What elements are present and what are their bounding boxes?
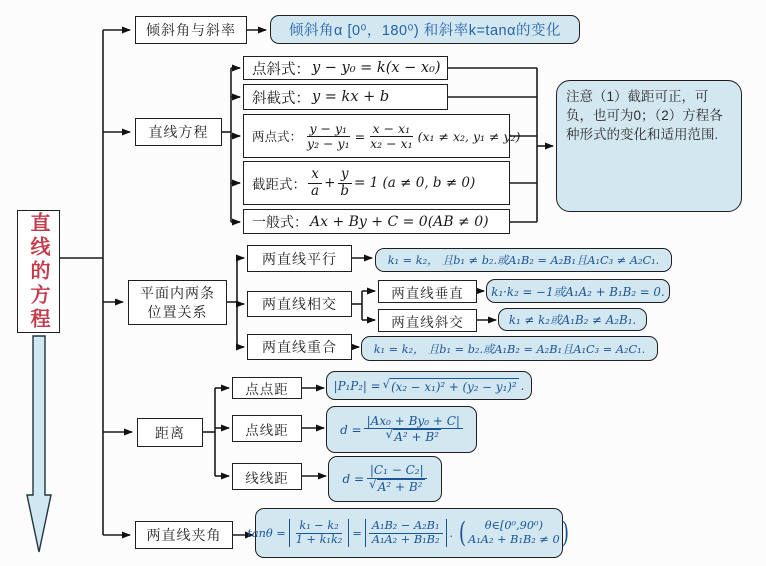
perpendicular-formula: k₁·k₂ = −1或A₁A₂ + B₁B₂ = 0. <box>491 284 665 299</box>
form-point-slope-label: 点斜式： <box>252 61 310 78</box>
result-oblique <box>498 308 647 331</box>
node-perpendicular <box>378 280 477 303</box>
node-line-equation-label: 直线方程 <box>148 124 209 140</box>
line-line-formula: d = |C₁ − C₂| √ A² + B² <box>342 464 427 494</box>
node-line-line <box>232 463 302 490</box>
angle-label: 两直线夹角 <box>146 527 222 543</box>
node-form-two-point <box>243 114 521 158</box>
result-line-line <box>328 456 442 502</box>
coincide-formula: k₁ = k₂， 且b₁ = b₂.或A₁B₂ = A₂B₁且A₁C₃ = A₂C₁. <box>373 342 646 356</box>
node-point-line <box>232 415 302 442</box>
result-parallel <box>375 248 672 272</box>
distance-label: 距离 <box>155 424 185 441</box>
form-slope-intercept-formula: y = kx + b <box>312 89 390 105</box>
form-general-label: 一般式： <box>252 213 308 230</box>
parallel-formula: k₁ = k₂， 且b₁ ≠ b₂.或A₁B₂ = A₂B₁且A₁C₃ ≠ A₂C₁. <box>387 254 660 267</box>
form-two-point-label: 两点式： <box>252 130 303 144</box>
node-coincide <box>247 334 352 360</box>
flow-arrow-down-icon <box>27 336 51 552</box>
node-tilt-slope-label: 倾斜角与斜率 <box>146 22 236 38</box>
node-angle <box>135 521 233 549</box>
position-label-line1: 平面内两条 <box>140 285 215 302</box>
form-point-slope-formula: y − y₀ = k(x − x₀) <box>312 60 441 76</box>
coincide-label: 两直线重合 <box>262 339 337 355</box>
result-coincide <box>361 336 658 361</box>
point-point-formula: |P₁P₂| = √ (x₂ − x₁)² + (y₂ − y₁)² . <box>333 376 525 394</box>
node-oblique <box>378 309 477 332</box>
node-form-general <box>243 209 510 234</box>
node-line-equation <box>135 118 222 146</box>
node-point-point <box>232 377 302 399</box>
form-slope-intercept-label: 斜截式： <box>252 90 310 107</box>
angle-formula: tanθ = $\frac{\text{k₁ − k₂}}{\text{1 + k₁k₂}}$ = $\frac{\text{A₁B₂ − A₂B₁}}{\text{A₁A₂ + B₁B₂}}$ . ( θ∈[0⁰,90⁰) A₁A₂ + B₁B₂ ≠ 0 ) <box>247 516 569 550</box>
form-intercept-formula: $\frac{x}{a}$ + $\frac{y}{b}$ = 1 (a ≠ 0, b ≠ 0) <box>308 167 475 198</box>
node-root <box>17 210 60 333</box>
result-tilt-slope-text: 倾斜角α [0⁰，180⁰) 和斜率k=tanα的变化 <box>289 23 561 39</box>
result-tilt-slope <box>270 15 580 44</box>
node-form-intercept <box>243 161 510 205</box>
form-general-formula: Ax + By + C = 0(AB ≠ 0) <box>310 213 489 230</box>
node-distance <box>137 418 203 447</box>
point-line-formula: d = |Ax₀ + By₀ + C| √ A² + B² <box>340 415 463 445</box>
node-position-relations <box>128 280 227 325</box>
node-parallel <box>247 245 352 272</box>
point-point-label: 点点距 <box>245 382 289 397</box>
oblique-label: 两直线斜交 <box>391 314 464 330</box>
note-box <box>556 80 742 212</box>
root-label: 直线的方程 <box>27 211 49 332</box>
result-perpendicular <box>486 279 670 303</box>
line-line-label: 线线距 <box>245 470 289 486</box>
node-tilt-slope <box>135 16 247 44</box>
point-line-label: 点线距 <box>245 422 289 438</box>
result-point-point <box>326 371 532 400</box>
node-form-point-slope <box>243 56 448 80</box>
parallel-label: 两直线平行 <box>262 250 337 267</box>
perpendicular-label: 两直线垂直 <box>391 285 464 301</box>
form-two-point-formula: $\frac{\text{y − y₁}}{\text{y₂ − y₁}}$ = $\frac{\text{x − x₁}}{\text{x₂ − x₁}}$ (x₁ ≠ x₂, y₁ ≠ y₂) <box>307 120 521 151</box>
oblique-formula: k₁ ≠ k₂或A₁B₂ ≠ A₂B₁. <box>508 313 637 327</box>
position-label-line2: 位置关系 <box>147 303 208 320</box>
node-form-slope-intercept <box>243 84 448 110</box>
node-intersect <box>247 291 352 317</box>
intersect-label: 两直线相交 <box>262 296 337 312</box>
note-text: 注意（1）截距可正，可负，也可为0；（2）方程各种形式的变化和适用范围. <box>566 89 723 143</box>
result-angle <box>247 508 569 558</box>
result-point-line <box>326 406 477 453</box>
form-intercept-label: 截距式： <box>252 177 306 192</box>
